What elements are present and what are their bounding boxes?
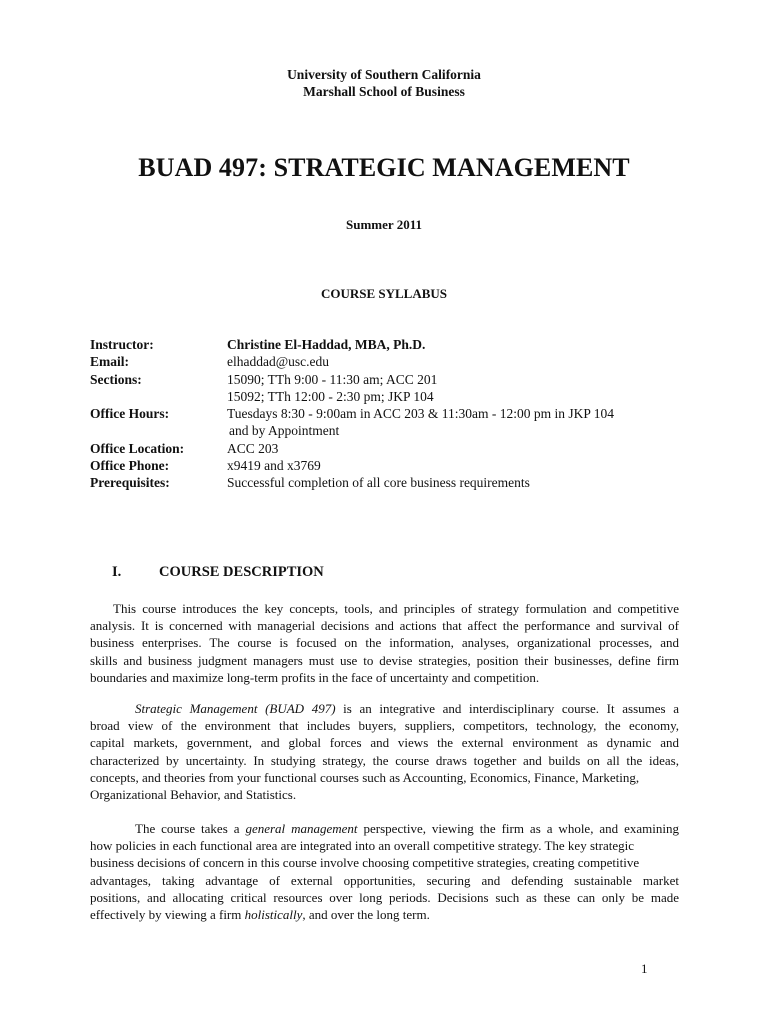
paragraph-line	[90, 820, 679, 837]
office-location-value: ACC 203	[227, 440, 279, 456]
paragraph-line: how policies in each functional area are integrated into an overall competitive strategy. The key strategic	[90, 838, 634, 854]
office-hours-label: Office Hours:	[90, 406, 170, 422]
paragraph-line: concepts, and theories from your functional courses such as Accounting, Economics, Finance, Marketing,	[90, 769, 640, 785]
description-paragraph-1	[90, 600, 679, 686]
paragraph-line: analysis. It is concerned with managerial decisions and actions that affect the performance and survival of	[90, 618, 679, 634]
paragraph-line: business decisions of concern in this course involve choosing competitive strategies, creating competitive	[90, 855, 640, 871]
instructor-label: Instructor:	[90, 337, 154, 352]
emphasis-italic: holistically	[244, 907, 303, 923]
prerequisites-label: Prerequisites:	[90, 475, 170, 491]
office-phone-label: Office Phone:	[90, 458, 170, 474]
email-row	[90, 353, 690, 370]
office-location-label: Office Location:	[90, 440, 185, 456]
paragraph-text: The course takes a	[135, 821, 246, 836]
office-hours-line: and by Appointment	[229, 423, 340, 439]
instructor-row	[90, 336, 690, 353]
office-hours-line: Tuesdays 8:30 - 9:00am in ACC 203 & 11:30am - 12:00 pm in JKP 104	[227, 406, 615, 422]
paragraph-line: boundaries and maximize long-term profits in the face of uncertainty and competition.	[90, 669, 540, 685]
sections-row	[90, 371, 690, 406]
institution-header	[0, 66, 768, 100]
description-paragraph-2	[90, 700, 679, 803]
office-phone-value: x9419 and x3769	[227, 458, 321, 474]
paragraph-text: effectively by viewing a firm	[90, 907, 245, 923]
paragraph-line	[90, 906, 679, 923]
paragraph-line: skills and business judgment managers must use to devise strategies, position their businesses, define firm	[90, 652, 679, 668]
paragraph-line: positions, and allocating critical resources over long periods. Decisions such as these can only be made	[90, 889, 679, 905]
paragraph-text: is an integrative and interdisciplinary course. It assumes a	[335, 701, 680, 716]
school-name: Marshall School of Business	[303, 84, 465, 99]
page-number: 1	[641, 961, 648, 976]
section-number: I.	[112, 564, 122, 580]
prerequisites-value: Successful completion of all core business requirements	[227, 475, 530, 491]
paragraph-text: , and over the long term.	[302, 907, 430, 923]
office-phone-row	[90, 457, 690, 474]
paragraph-line: advantages, taking advantage of external opportunities, securing and defending sustainable market	[90, 872, 679, 888]
email-label: Email:	[90, 354, 129, 370]
course-title: BUAD 497: STRATEGIC MANAGEMENT	[138, 153, 630, 182]
section-line: 15092; TTh 12:00 - 2:30 pm; JKP 104	[227, 388, 434, 404]
section-heading	[112, 563, 324, 581]
paragraph-line: This course introduces the key concepts, tools, and principles of strategy formulation and competitive	[113, 601, 679, 616]
emphasis-italic: general management	[245, 821, 358, 836]
paragraph-line: capital markets, government, and global forces and views the external environment as dynamic and	[90, 735, 679, 751]
email-value[interactable]: elhaddad@usc.edu	[227, 354, 330, 370]
section-line: 15090; TTh 9:00 - 11:30 am; ACC 201	[227, 371, 438, 387]
prerequisites-row	[90, 474, 690, 491]
course-name-italic: Strategic Management (BUAD 497)	[135, 701, 336, 716]
term: Summer 2011	[346, 217, 422, 232]
description-paragraph-3	[90, 820, 679, 923]
paragraph-line: business enterprises. The course is focused on the information, analyses, organizational processes, and	[90, 635, 679, 651]
paragraph-text: perspective, viewing the firm as a whole, and examining	[357, 821, 680, 836]
instructor-value: Christine El-Haddad, MBA, Ph.D.	[227, 337, 426, 352]
paragraph-line: characterized by uncertainty. In studying strategy, the course draws together and builds on all the ideas,	[90, 752, 679, 768]
office-location-row	[90, 440, 690, 457]
section-title: COURSE DESCRIPTION	[159, 564, 324, 580]
sections-label: Sections:	[90, 371, 142, 387]
university-name: University of Southern California	[287, 67, 481, 82]
document-type: COURSE SYLLABUS	[320, 286, 448, 301]
course-info-table	[90, 336, 690, 492]
paragraph-line: Organizational Behavior, and Statistics.	[90, 787, 297, 803]
office-hours-row	[90, 405, 690, 440]
paragraph-line	[90, 700, 679, 717]
paragraph-line: broad view of the environment that includes buyers, suppliers, competitors, technology, the economy,	[90, 718, 679, 734]
